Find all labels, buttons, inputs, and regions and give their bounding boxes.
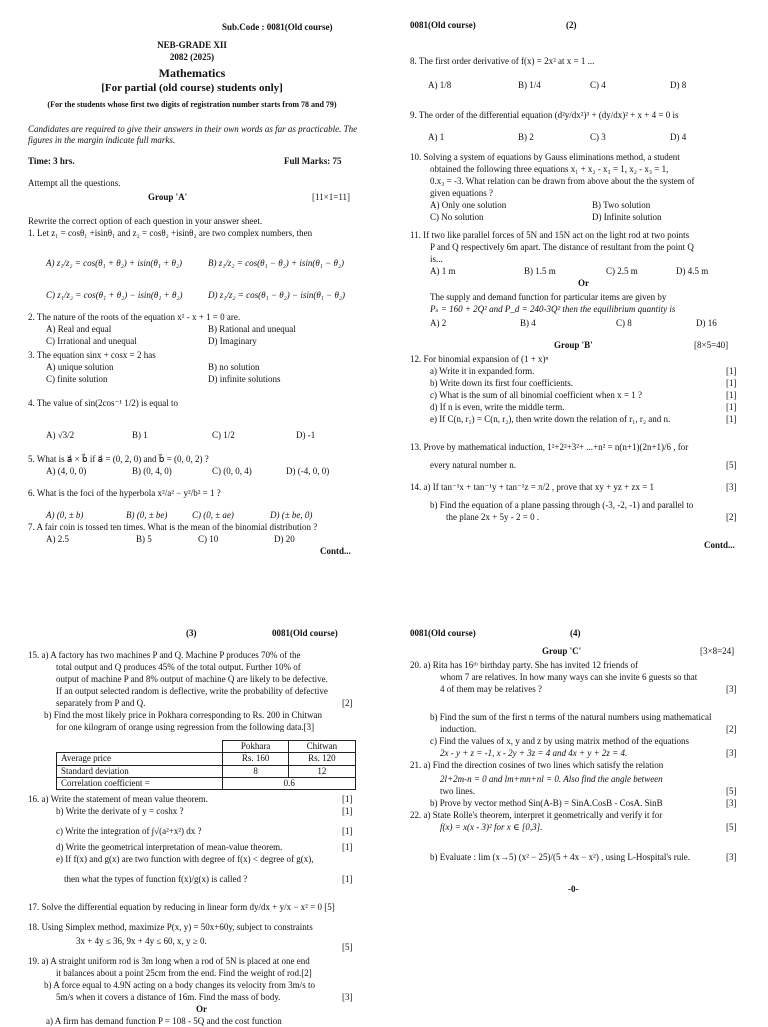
q6-option-a: A) (0, ± b) (46, 510, 84, 520)
q12e-marks: [1] (726, 414, 737, 424)
question-20-b: b) Find the sum of the first n terms of the natural numbers using mathematical (430, 712, 712, 722)
q10-option-a: A) Only one solution (430, 200, 507, 210)
question-19-a-line-2: it balances about a point 25cm from the end. Find the weight of rod.[2] (56, 968, 312, 978)
table-cell: Correlation coefficient = (57, 777, 223, 789)
q1-option-a: A) z₁/z₂ = cos(θ₁ + θ₂) + isin(θ₁ + θ₂) (46, 258, 182, 268)
question-16-e-line-2: then what the types of function f(x)/g(x) is called ? (64, 874, 248, 884)
question-9: 9. The order of the differential equation (d²y/dx²)³ + (dy/dx)² + x + 4 = 0 is (410, 110, 679, 120)
page-number: (2) (566, 20, 577, 30)
question-14-b-line-2: the plane 2x + 5y - 2 = 0 . (446, 512, 540, 522)
question-10-line-3: 0.x₃ = -3. What relation can be drawn from above about the the system of (430, 176, 695, 186)
end-mark: -0- (568, 884, 579, 894)
question-20-c-line-2: 2x - y + z = -1, x - 2y + 3z = 4 and 4x + y + 2z = 4. (440, 748, 628, 758)
q10-option-c: C) No solution (430, 212, 484, 222)
question-18: 18. Using Simplex method, maximize P(x, y) = 50x+60y, subject to constraints (28, 922, 313, 932)
q12-part-b: b) Write down its first four coefficients. (430, 378, 574, 388)
question-5: 5. What is a⃗ × b⃗ if a⃗ = (0, 2, 0) and b⃗ = (0, 0, 2) ? (28, 454, 209, 464)
q21a-marks: [5] (726, 786, 737, 796)
question-20-b-line-2: induction. (440, 724, 477, 734)
table-header-chitwan: Chitwan (288, 741, 355, 753)
question-10-line-4: given equations ? (430, 188, 493, 198)
or-label: Or (578, 278, 589, 288)
q11-or-option-a: A) 2 (430, 318, 447, 328)
q6-option-c: C) (0, ± ae) (192, 510, 234, 520)
q4-option-b: B) 1 (132, 430, 148, 440)
q5-option-a: A) (4, 0, 0) (46, 466, 87, 476)
eligibility-note: (For the students whose first two digits of registration number starts from 78 and 79) (47, 100, 337, 109)
question-16-b: b) Write the derivate of y = coshx ? (56, 806, 184, 816)
page-number: (4) (570, 628, 581, 638)
q7-option-b: B) 5 (136, 534, 152, 544)
q1-option-c: C) z₁/z₂ = cos(θ₁ + θ₂) − isin(θ₁ + θ₂) (46, 290, 183, 300)
q9-option-a: A) 1 (428, 132, 445, 142)
q20c-marks: [3] (726, 748, 737, 758)
question-22-a-line-2: f(x) = x(x - 3)² for x ∈ [0,3]. (440, 822, 543, 832)
question-8: 8. The first order derivative of f(x) = 2x² at x = 1 ... (410, 56, 595, 66)
question-11-line-3: is... (430, 254, 443, 264)
time: Time: 3 hrs. (28, 156, 75, 166)
q7-option-d: D) 20 (274, 534, 295, 544)
q3-option-c: C) finite solution (46, 374, 108, 384)
question-15-b-line-2: for one kilogram of orange using regression from the following data.[3] (56, 722, 315, 732)
q3-option-a: A) unique solution (46, 362, 114, 372)
q21b-marks: [3] (726, 798, 737, 808)
q14a-marks: [3] (726, 482, 737, 492)
group-c-title: Group 'C' (542, 646, 582, 656)
group-b-title: Group 'B' (554, 340, 593, 350)
q5-option-c: C) (0, 0, 4) (212, 466, 252, 476)
question-20-a-line-3: 4 of them may be relatives ? (440, 684, 542, 694)
question-19-a: 19. a) A straight uniform rod is 3m long when a rod of 5N is placed at one end (28, 956, 310, 966)
question-22-a: 22. a) State Rolle's theorem, interpret it geometrically and verify it for (410, 810, 663, 820)
question-19-b: b) A force equal to 4.9N acting on a body changes its velocity from 3m/s to (44, 980, 315, 990)
q15a-marks: [2] (342, 698, 353, 708)
question-10: 10. Solving a system of equations by Gauss eliminations method, a student (410, 152, 680, 162)
q6-option-b: B) (0, ± be) (126, 510, 168, 520)
q7-option-a: A) 2.5 (46, 534, 69, 544)
question-10-line-2: obtained the following three equations x₁ + x₂ - x₃ = 1, x₂ - x₃ = 1, (430, 164, 669, 174)
table-cell: 8 (223, 765, 288, 777)
page-2 (384, 18, 768, 578)
q2-option-b: B) Rational and unequal (208, 324, 296, 334)
q12-part-c: c) What is the sum of all binomial coefficient when x = 1 ? (430, 390, 642, 400)
question-21-b: b) Prove by vector method Sin(A-B) = SinA.CosB - CosA. SinB (430, 798, 663, 808)
question-19-or: a) A firm has demand function P = 108 - 5Q and the cost function (46, 1016, 282, 1026)
q10-option-b: B) Two solution (592, 200, 651, 210)
table-cell: Average price (57, 753, 223, 765)
q18-marks: [5] (342, 942, 353, 952)
question-15-a-line-2: total output and Q produces 45% of the total output. Further 10% of (56, 662, 301, 672)
partial-note: [For partial (old course) students only] (101, 82, 283, 94)
q1-option-d: D) z₁/z₂ = cos(θ₁ − θ₂) − isin(θ₁ − θ₂) (208, 290, 345, 300)
q12-part-d: d) If n is even, write the middle term. (430, 402, 565, 412)
subject-code: Sub.Code : 0081(Old course) (222, 22, 333, 32)
group-a-title: Group 'A' (148, 192, 188, 202)
q11-or-option-d: D) 16 (696, 318, 717, 328)
q16c-marks: [1] (342, 826, 353, 836)
header-code: 0081(Old course) (272, 628, 338, 638)
q20a-marks: [3] (726, 684, 737, 694)
q11-option-b: B) 1.5 m (524, 266, 556, 276)
price-table (56, 740, 356, 790)
question-16-e: e) If f(x) and g(x) are two function with degree of f(x) < degree of g(x), (56, 854, 314, 864)
question-15-a-line-5: separately from P and Q. (56, 698, 146, 708)
q14b-marks: [2] (726, 512, 737, 522)
question-16-c: c) Write the integration of ∫√(a²+x²) dx ? (56, 826, 202, 836)
table-cell: 12 (288, 765, 355, 777)
group-a-marks: [11×1=11] (312, 192, 350, 202)
table-header-pokhara: Pokhara (223, 741, 288, 753)
question-13-line-2: every natural number n. (430, 460, 516, 470)
q3-option-d: D) infinite solutions (208, 374, 281, 384)
group-c-marks: [3×8=24] (700, 646, 735, 656)
table-cell: 0.6 (223, 777, 356, 789)
question-17: 17. Solve the differential equation by reducing in linear form dy/dx + y/x − x² = 0 [5] (28, 902, 335, 912)
q12d-marks: [1] (726, 402, 737, 412)
question-16-a: 16. a) Write the statement of mean value theorem. (28, 794, 208, 804)
question-14-a: 14. a) If tan⁻¹x + tan⁻¹y + tan⁻¹z = π/2 , prove that xy + yz + zx = 1 (410, 482, 655, 492)
table-row (57, 765, 356, 777)
q5-option-b: B) (0, 4, 0) (132, 466, 172, 476)
q10-option-d: D) Infinite solution (592, 212, 662, 222)
q16a-marks: [1] (342, 794, 353, 804)
q8-option-a: A) 1/8 (428, 80, 452, 90)
question-3: 3. The equation sinx + cosx = 2 has (28, 350, 156, 360)
q4-option-d: D) -1 (296, 430, 316, 440)
q9-option-b: B) 2 (518, 132, 534, 142)
q2-option-a: A) Real and equal (46, 324, 112, 334)
question-20-a: 20. a) Rita has 16ᵗʰ birthday party. She has invited 12 friends of (410, 660, 638, 670)
q11-option-c: C) 2.5 m (606, 266, 638, 276)
q8-option-b: B) 1/4 (518, 80, 541, 90)
question-11-line-2: P and Q respectively 6m apart. The distance of resultant from the point Q (430, 242, 694, 252)
question-15-a-line-4: If an output selected random is deflective, write the probability of defective (56, 686, 328, 696)
question-21-a: 21. a) Find the direction cosines of two lines which satisfy the relation (410, 760, 664, 770)
q16e-marks: [1] (342, 874, 353, 884)
table-cell (57, 741, 223, 753)
header-code: 0081(Old course) (410, 628, 476, 638)
question-12: 12. For binomial expansion of (1 + x)ⁿ (410, 354, 549, 364)
q11-or-option-c: C) 8 (616, 318, 632, 328)
table-row (57, 741, 356, 753)
question-22-b: b) Evaluate : lim (x→5) (x² − 25)/(5 + 4x − x²) , using L-Hospital's rule. (430, 852, 690, 862)
table-cell: Rs. 160 (223, 753, 288, 765)
table-cell: Standard deviation (57, 765, 223, 777)
table-row (57, 777, 356, 789)
q1-option-b: B) z₁/z₂ = cos(θ₁ − θ₂) + isin(θ₁ − θ₂) (208, 258, 344, 268)
question-13: 13. Prove by mathematical induction, 1²+2²+3²+ ...+n² = n(n+1)(2n+1)/6 , for (410, 442, 689, 452)
q11-option-a: A) 1 m (430, 266, 456, 276)
q6-option-d: D) (± be, 0) (270, 510, 313, 520)
question-19-b-line-2: 5m/s when it covers a distance of 16m. Find the mass of body. (56, 992, 281, 1002)
q9-option-d: D) 4 (670, 132, 687, 142)
q12b-marks: [1] (726, 378, 737, 388)
question-4: 4. The value of sin(2cos⁻¹ 1/2) is equal to (28, 398, 179, 408)
table-row (57, 753, 356, 765)
q4-option-a: A) √3/2 (46, 430, 75, 440)
question-20-c: c) Find the values of x, y and z by using matrix method of the equations (430, 736, 689, 746)
q7-option-c: C) 10 (198, 534, 219, 544)
question-15-a-line-3: output of machine P and 8% output of machine Q are likely to be defective. (56, 674, 328, 684)
or-label: Or (196, 1004, 207, 1014)
q11-or-option-b: B) 4 (520, 318, 536, 328)
q12-part-a: a) Write it in expanded form. (430, 366, 535, 376)
q8-option-c: C) 4 (590, 80, 606, 90)
question-7: 7. A fair coin is tossed ten times. What is the mean of the binomial distribution ? (28, 522, 318, 532)
question-15-b: b) Find the most likely price in Pokhara corresponding to Rs. 200 in Chitwan (44, 710, 322, 720)
q12-part-e: e) If C(n, r₁) = C(n, r₂), then write down the relation of r₁, r₂ and n. (430, 414, 671, 424)
page-number: (3) (186, 628, 197, 638)
q2-option-d: D) Imaginary (208, 336, 257, 346)
group-b-marks: [8×5=40] (694, 340, 729, 350)
q19b-marks: [3] (342, 992, 353, 1002)
question-21-a-line-2: 2l+2m-n = 0 and lm+mn+nl = 0. Also find the angle between (440, 774, 663, 784)
page-3 (0, 626, 384, 1024)
contd-label: Contd... (704, 540, 735, 550)
full-marks: Full Marks: 75 (284, 156, 342, 166)
page-4 (384, 626, 768, 1024)
header-code: 0081(Old course) (410, 20, 476, 30)
rewrite-note: Rewrite the correct option of each question in your answer sheet. (28, 216, 263, 226)
q11-option-d: D) 4.5 m (676, 266, 709, 276)
question-16-d: d) Write the geometrical interpretation of mean-value theorem. (56, 842, 283, 852)
q5-option-d: D) (-4, 0, 0) (286, 466, 330, 476)
grade: NEB-GRADE XII (157, 40, 227, 50)
instructions: Candidates are required to give their answers in their own words as far as practicable. The figures in the margin indicate full marks. (28, 124, 358, 146)
question-11: 11. If two like parallel forces of 5N and 15N act on the light rod at two points (410, 230, 690, 240)
question-2: 2. The nature of the roots of the equation x² - x + 1 = 0 are. (28, 312, 241, 322)
question-20-a-line-2: whom 7 are relatives. In how many ways can she invite 6 guests so that (440, 672, 698, 682)
question-21-a-line-3: two lines. (440, 786, 475, 796)
question-11-or-line-2: Pₛ = 160 + 2Q² and P_d = 240-3Q² then the equilibrium quantity is (430, 304, 676, 314)
question-6: 6. What is the foci of the hyperbola x²/a² − y²/b² = 1 ? (28, 488, 221, 498)
q12a-marks: [1] (726, 366, 737, 376)
q12c-marks: [1] (726, 390, 737, 400)
q22b-marks: [3] (726, 852, 737, 862)
q2-option-c: C) Irrational and unequal (46, 336, 137, 346)
attempt-note: Attempt all the questions. (28, 178, 121, 188)
year: 2082 (2025) (169, 52, 215, 62)
table-cell: Rs. 120 (288, 753, 355, 765)
q16d-marks: [1] (342, 842, 353, 852)
q16b-marks: [1] (342, 806, 353, 816)
page-1 (0, 18, 384, 578)
contd-label: Contd... (320, 546, 351, 556)
question-11-or: The supply and demand function for particular items are given by (430, 292, 667, 302)
question-14-b: b) Find the equation of a plane passing through (-3, -2, -1) and parallel to (430, 500, 694, 510)
question-15-a: 15. a) A factory has two machines P and Q. Machine P produces 70% of the (28, 650, 301, 660)
q4-option-c: C) 1/2 (212, 430, 235, 440)
q20b-marks: [2] (726, 724, 737, 734)
q13-marks: [5] (726, 460, 737, 470)
q9-option-c: C) 3 (590, 132, 606, 142)
question-18-line-2: 3x + 4y ≤ 36, 9x + 4y ≤ 60, x, y ≥ 0. (76, 936, 207, 946)
question-1: 1. Let z₁ = cosθ₁ +isinθ₁ and z₂ = cosθ₂ +isinθ₂ are two complex numbers, then (28, 228, 313, 238)
q8-option-d: D) 8 (670, 80, 687, 90)
q22a-marks: [5] (726, 822, 737, 832)
q3-option-b: B) no solution (208, 362, 260, 372)
subject-title: Mathematics (158, 66, 226, 80)
